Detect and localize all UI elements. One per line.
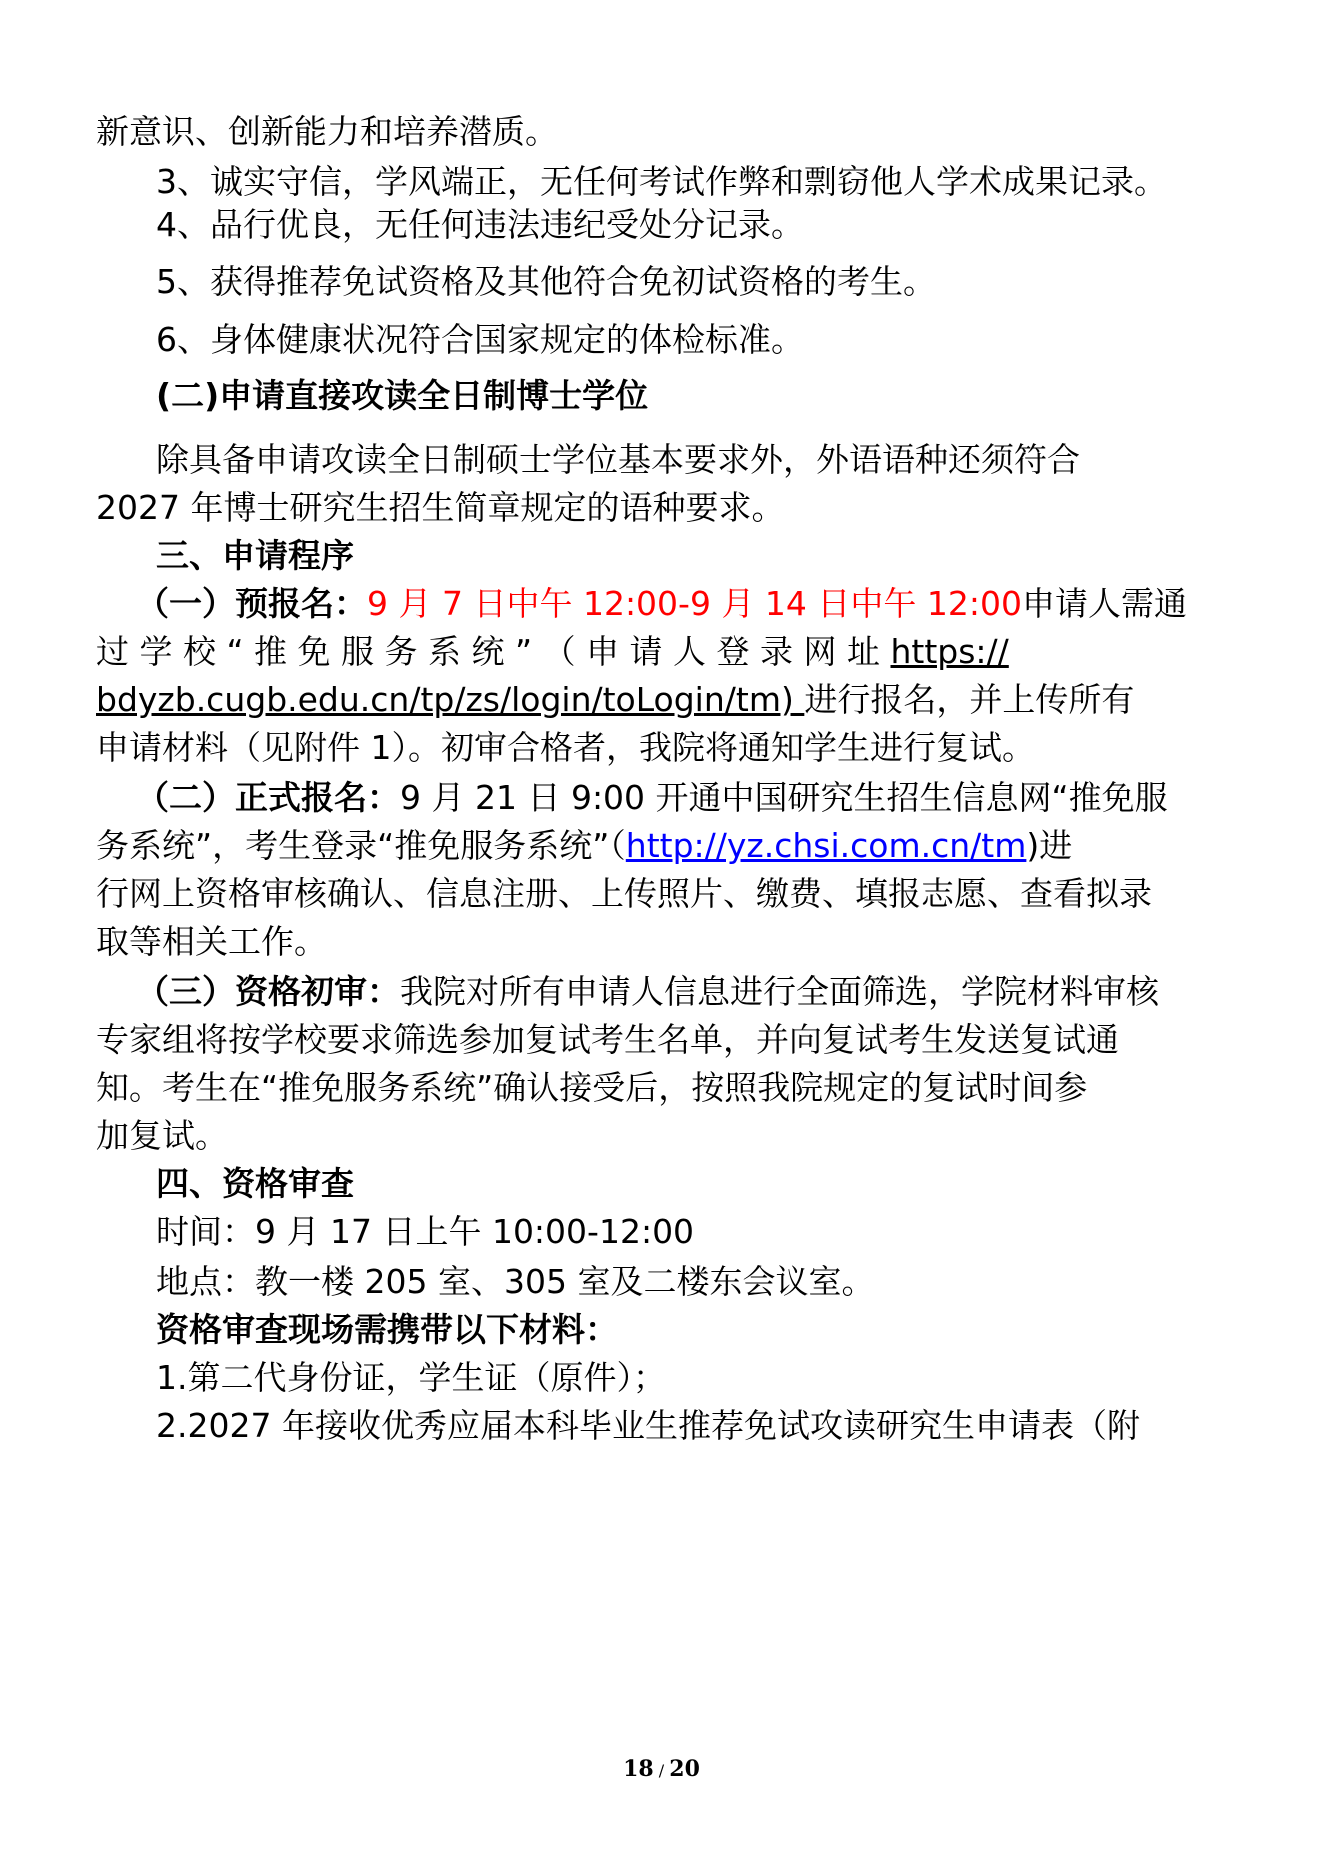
line-text: 进行报名，并上传所有 [804,680,1135,719]
paragraph-line: 新意识、创新能力和培养潜质。 [96,112,558,151]
paragraph-line: 2.2027 年接收优秀应届本科毕业生推荐免试攻读研究生申请表（附 [156,1406,1140,1445]
login-url-link[interactable]: bdyzb.cugb.edu.cn/tp/zs/login/toLogin/tm) [96,680,805,719]
chsi-url-link[interactable]: http://yz.chsi.com.cn/tm [625,826,1027,865]
paragraph-line: 行网上资格审核确认、信息注册、上传照片、缴费、填报志愿、查看拟录 [96,874,1152,913]
step-label: （二）正式报名： [136,778,400,817]
page-separator: / [653,1761,670,1780]
line-text: 9 月 21 日 9:00 开通中国研究生招生信息网“推免服 [400,778,1168,817]
paragraph-line: 6、身体健康状况符合国家规定的体检标准。 [156,320,804,359]
section-heading: 三、申请程序 [156,536,354,575]
paragraph-line: 知。考生在“推免服务系统”确认接受后，按照我院规定的复试时间参 [96,1068,1088,1107]
paragraph-line [96,680,1134,720]
section-heading: 四、资格审查 [156,1164,354,1203]
paragraph-line: 3、诚实守信，学风端正，无任何考试作弊和剽窃他人学术成果记录。 [156,162,1167,201]
paragraph-line [136,584,1187,624]
paragraph-line: 1.第二代身份证，学生证（原件）； [156,1358,666,1397]
paragraph-line: 取等相关工作。 [96,922,327,961]
line-text: )进 [1026,826,1073,865]
paragraph-line: 5、获得推荐免试资格及其他符合免初试资格的考生。 [156,262,936,301]
highlight-date: 9 月 7 日中午 12:00-9 月 14 日中午 12:00 [367,584,1023,623]
step-label: （三）资格初审： [136,972,400,1011]
line-text: 务系统”，考生登录“推免服务系统”（ [96,826,626,865]
section-heading: 资格审查现场需携带以下材料： [156,1310,618,1349]
paragraph-line: 加复试。 [96,1116,228,1155]
section-heading: (二)申请直接攻读全日制博士学位 [156,376,649,415]
step-label: （一）预报名： [136,584,367,623]
paragraph-line: 专家组将按学校要求筛选参加复试考生名单，并向复试考生发送复试通 [96,1020,1119,1059]
login-url-link[interactable]: https:// [890,632,1009,671]
paragraph-line [136,778,1168,818]
paragraph-line: 除具备申请攻读全日制硕士学位基本要求外，外语语种还须符合 [156,440,1080,479]
paragraph-line: 申请材料（见附件 1）。初审合格者，我院将通知学生进行复试。 [96,728,1035,767]
line-text: 我院对所有申请人信息进行全面筛选，学院材料审核 [400,972,1159,1011]
current-page: 18 [623,1756,654,1782]
paragraph-line [96,632,1009,672]
paragraph-line: 地点：教一楼 205 室、305 室及二楼东会议室。 [156,1262,875,1301]
page-number [0,1756,1323,1782]
paragraph-line: 时间：9 月 17 日上午 10:00-12:00 [156,1212,695,1251]
line-text: 过 学 校 “ 推 免 服 务 系 统 ” （ 申 请 人 登 录 网 址 [96,632,891,671]
line-text: 申请人需通 [1022,584,1188,623]
total-pages: 20 [669,1756,700,1782]
paragraph-line: 4、品行优良，无任何违法违纪受处分记录。 [156,205,804,244]
paragraph-line: 2027 年博士研究生招生简章规定的语种要求。 [96,488,785,527]
paragraph-line [96,826,1072,866]
paragraph-line [136,972,1159,1012]
